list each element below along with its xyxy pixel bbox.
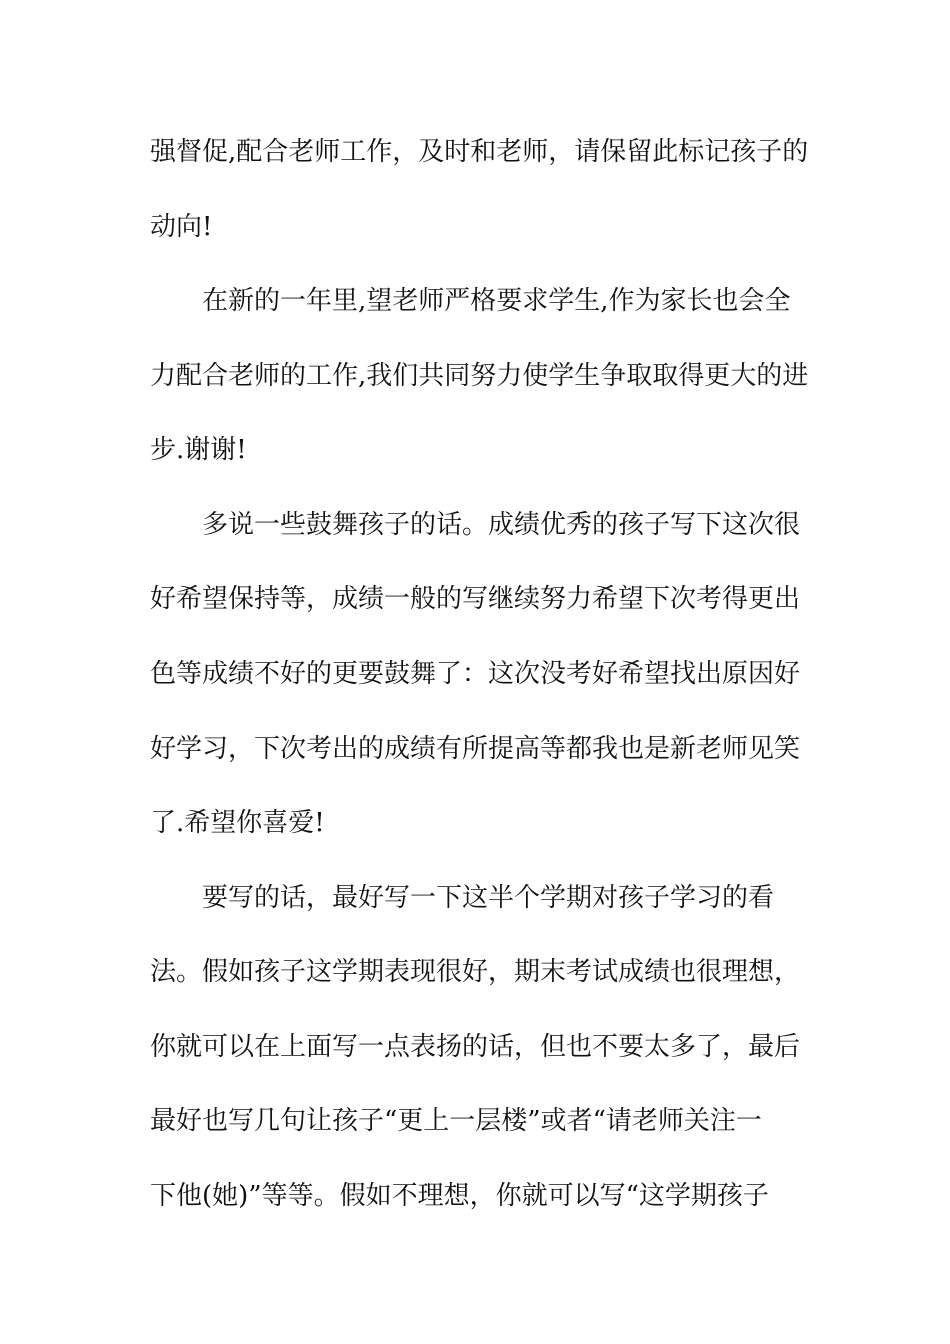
text-line: 色等成绩不好的更要鼓舞了：这次没考好希望找出原因好 — [150, 659, 801, 689]
text-line: 法。假如孩子这学期表现很好，期末考试成绩也很理想， — [150, 957, 801, 987]
text-line: 下他(她)”等等。假如不理想，你就可以写“这学期孩子 — [150, 1181, 769, 1211]
text-line: 最好也写几句让孩子“更上一层楼”或者“请老师关注一 — [150, 1106, 762, 1136]
text-line: 动向! — [150, 212, 213, 242]
text-line: 了.希望你喜爱! — [150, 808, 325, 838]
text-line: 力配合老师的工作,我们共同努力使学生争取取得更大的进 — [150, 361, 809, 391]
text-line: 好学习，下次考出的成绩有所提高等都我也是新老师见笑 — [150, 734, 801, 764]
paragraph-first-line: 在新的一年里,望老师严格要求学生,作为家长也会全 — [202, 286, 791, 316]
text-line: 步.谢谢! — [150, 435, 247, 465]
paragraph-first-line: 要写的话，最好写一下这半个学期对孩子学习的看 — [202, 883, 775, 913]
text-line: 好希望保持等，成绩一般的写继续努力希望下次考得更出 — [150, 584, 801, 614]
paragraph-first-line: 多说一些鼓舞孩子的话。成绩优秀的孩子写下这次很 — [202, 510, 801, 540]
text-line: 强督促,配合老师工作，及时和老师，请保留此标记孩子的 — [150, 137, 809, 167]
text-line: 你就可以在上面写一点表扬的话，但也不要太多了，最后 — [150, 1032, 801, 1062]
